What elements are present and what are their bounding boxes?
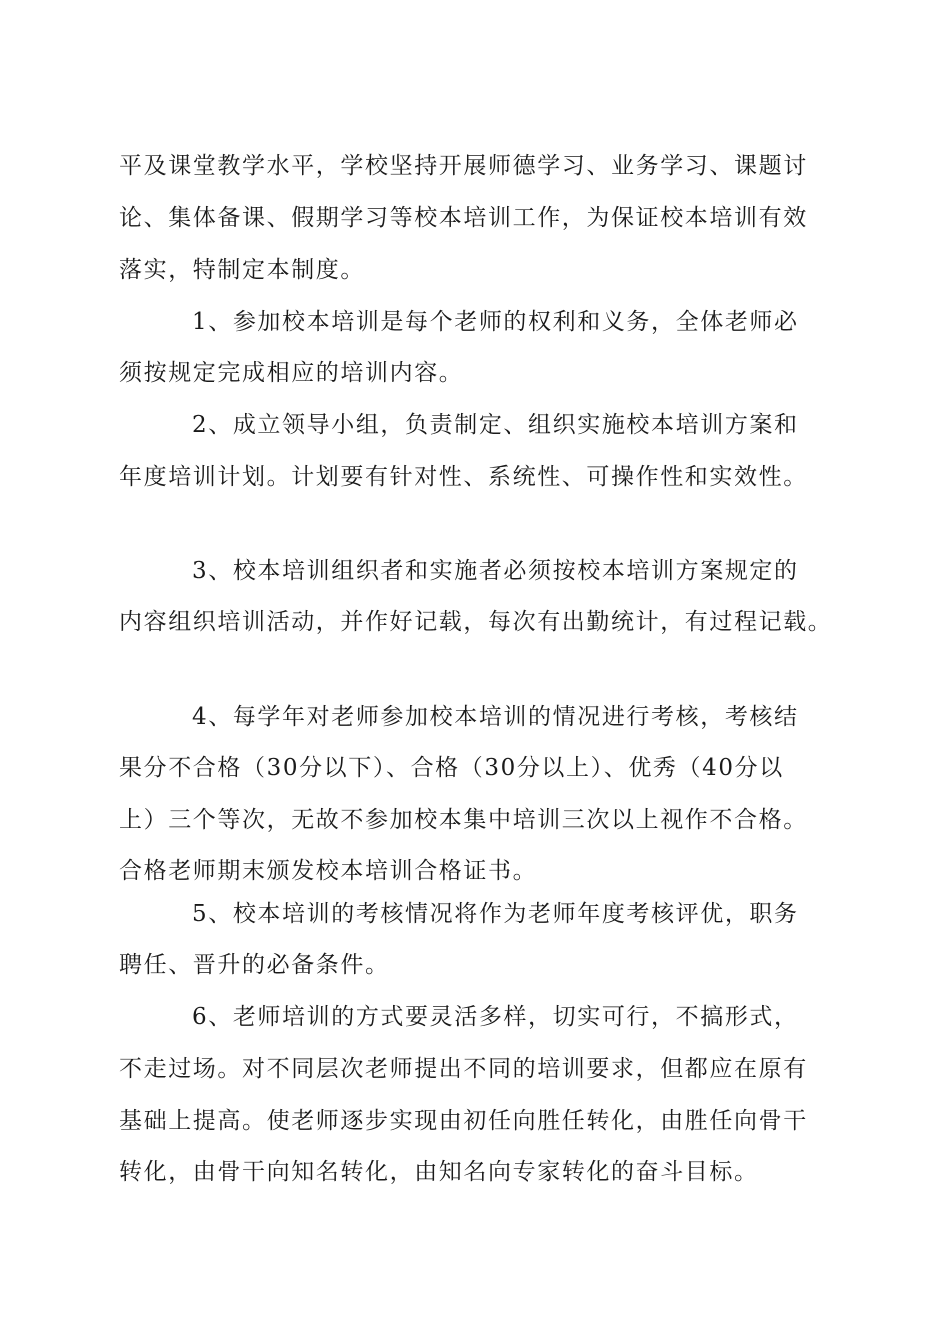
- text-line: 落实，特制定本制度。: [119, 257, 365, 283]
- text-line: 2、成立领导小组，负责制定、组织实施校本培训方案和: [192, 412, 799, 438]
- text-line: 1、参加校本培训是每个老师的权利和义务，全体老师必: [192, 309, 799, 335]
- text-line: 基础上提高。使老师逐步实现由初任向胜任转化，由胜任向骨干: [119, 1108, 808, 1134]
- text-line: 不走过场。对不同层次老师提出不同的培训要求，但都应在原有: [119, 1056, 808, 1082]
- text-line: 内容组织培训活动，并作好记载，每次有出勤统计，有过程记载。: [119, 609, 833, 635]
- text-line: 转化，由骨干向知名转化，由知名向专家转化的奋斗目标。: [119, 1159, 759, 1185]
- text-line: 果分不合格（30分以下）、合格（30分以上）、优秀（40分以: [119, 755, 784, 781]
- text-line: 上）三个等次，无故不参加校本集中培训三次以上视作不合格。: [119, 807, 808, 833]
- text-line: 5、校本培训的考核情况将作为老师年度考核评优，职务: [192, 901, 799, 927]
- text-line: 聘任、晋升的必备条件。: [119, 952, 390, 978]
- text-line: 年度培训计划。计划要有针对性、系统性、可操作性和实效性。: [119, 464, 808, 490]
- text-line: 6、老师培训的方式要灵活多样，切实可行，不搞形式，: [192, 1004, 799, 1030]
- text-line: 4、每学年对老师参加校本培训的情况进行考核，考核结: [192, 704, 799, 730]
- text-line: 3、校本培训组织者和实施者必须按校本培训方案规定的: [192, 558, 799, 584]
- text-line: 论、集体备课、假期学习等校本培训工作，为保证校本培训有效: [119, 205, 808, 231]
- text-line: 须按规定完成相应的培训内容。: [119, 360, 464, 386]
- text-line: 平及课堂教学水平，学校坚持开展师德学习、业务学习、课题讨: [119, 153, 808, 179]
- text-line: 合格老师期末颁发校本培训合格证书。: [119, 858, 538, 884]
